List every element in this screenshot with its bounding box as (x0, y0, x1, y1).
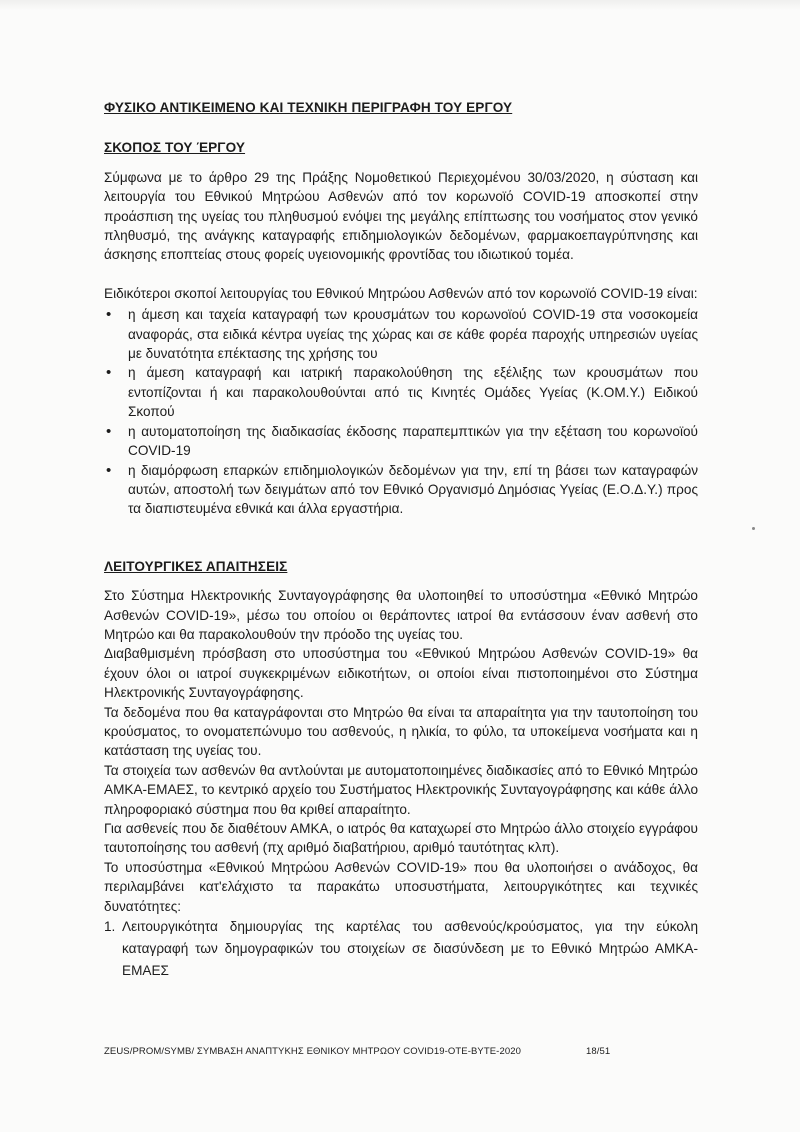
section-functional-requirements (104, 557, 698, 982)
section-project-purpose (104, 138, 698, 518)
section-heading-purpose: ΣΚΟΠΟΣ ΤΟΥ ΈΡΓΟΥ (104, 140, 246, 156)
list-item-number: 1. (104, 919, 116, 935)
footer-reference: ZEUS/PROM/SYMB/ ΣΥΜΒΑΣΗ ΑΝΑΠΤΥΚΗΣ ΕΘΝΙΚΟΥ ΜΗΤΡΩΟΥ COVID19-OTE-BYTE-2020 (104, 1046, 521, 1057)
capabilities-list (104, 916, 698, 982)
requirements-paragraph: Τα δεδομένα που θα καταγράφονται στο Μητρώο θα είναι τα απαραίτητα για την ταυτοποίηση του κρούσματος, το ονοματεπώνυμο του ασθενούς, η ηλικία, το φύλο, τα υποκείμενα νοσήματα και η κατάσταση της υγείας του. (104, 704, 698, 759)
page-number: 18/51 (586, 1046, 611, 1057)
objectives-intro: Ειδικότεροι σκοποί λειτουργίας του Εθνικού Μητρώου Ασθενών από τον κορωνοϊό COVID-19 είναι: (104, 285, 698, 301)
requirements-paragraph: Το υποσύστημα «Εθνικού Μητρώου Ασθενών COVID-19» που θα υλοποιήσει ο ανάδοχος, θα περιλαμβάνει κατ'ελάχιστο τα παρακάτω υποσυστήματα, λειτουργικότητες και τεχνικές δυνατότητες: (104, 859, 698, 914)
scan-top-edge (0, 0, 800, 10)
document-title: ΦΥΣΙΚΟ ΑΝΤΙΚΕΙΜΕΝΟ ΚΑΙ ΤΕΧΝΙΚΗ ΠΕΡΙΓΡΑΦΗ ΤΟΥ ΕΡΓΟΥ (104, 100, 513, 115)
objectives-list (104, 305, 698, 518)
list-item-text: Λειτουργικότητα δημιουργίας της καρτέλας του ασθενούς/κρούσματος, για την εύκολη καταγραφή των δημογραφικών του στοιχείων σε διασύνδεση με το Εθνικό Μητρώο ΑΜΚΑ-ΕΜΑΕΣ (122, 919, 698, 979)
list-item (104, 916, 698, 982)
requirements-paragraph: Τα στοιχεία των ασθενών θα αντλούνται με αυτοματοποιημένες διαδικασίες από το Εθνικό Μητρώο ΑΜΚΑ-ΕΜΑΕΣ, το κεντρικό αρχείο του Συστήματος Ηλεκτρονικής Συνταγογράφησης και κάθε άλλο πληροφοριακό σύστημα που θα κριθεί απαραίτητο. (104, 762, 698, 817)
scan-speck (752, 527, 755, 530)
page-footer (104, 1046, 614, 1057)
requirements-paragraph: Διαβαθμισμένη πρόσβαση στο υποσύστημα του «Εθνικού Μητρώου Ασθενών COVID-19» θα έχουν όλοι οι ιατροί συγκεκριμένων ειδικοτήτων, οι οποίοι είναι πιστοποιημένοι στο Σύστημα Ηλεκτρονικής Συνταγογράφησης. (104, 646, 698, 701)
requirements-paragraph: Για ασθενείς που δε διαθέτουν ΑΜΚΑ, ο ιατρός θα καταχωρεί στο Μητρώο άλλο στοιχείο εγγράφου ταυτοποίησης του ασθενή (πχ αριθμό διαβατήριου, αριθμό ταυτότητας κλπ). (104, 821, 698, 856)
list-item: • η άμεση και ταχεία καταγραφή των κρουσμάτων του κορωνοϊού COVID-19 στα νοσοκομεία αναφοράς, στα ειδικά κέντρα υγείας της χώρας και σε κάθε φορέα παροχής υπηρεσιών υγείας με δυνατότητα επέκτασης της χρήσης του (104, 305, 698, 363)
section-heading-requirements: ΛΕΙΤΟΥΡΓΙΚΕΣ ΑΠΑΙΤΗΣΕΙΣ (104, 558, 288, 574)
list-item: • η διαμόρφωση επαρκών επιδημιολογικών δεδομένων για την, επί τη βάσει των καταγραφών αυτών, αποστολή των δειγμάτων από τον Εθνικό Οργανισμό Δημόσιας Υγείας (Ε.Ο.Δ.Υ.) προς τα διαπιστευμένα εθνικά και άλλα εργαστήρια. (104, 461, 698, 519)
list-item: • η αυτοματοποίηση της διαδικασίας έκδοσης παραπεμπτικών για την εξέταση του κορωνοϊού COVID-19 (104, 422, 698, 461)
document-body (104, 98, 698, 982)
list-item: • η άμεση καταγραφή και ιατρική παρακολούθηση της εξέλιξης των κρουσμάτων που εντοπίζονται ή και παρακολουθούνται από τις Κινητές Ομάδες Υγείας (Κ.ΟΜ.Υ.) Ειδικού Σκοπού (104, 363, 698, 421)
requirements-paragraph: Στο Σύστημα Ηλεκτρονικής Συνταγογράφησης θα υλοποιηθεί το υποσύστημα «Εθνικό Μητρώο Ασθενών COVID-19», μέσω του οποίου οι θεράποντες ιατροί θα εντάσσουν έναν ασθενή στο Μητρώο και θα παρακολουθούν την πρόοδο της υγείας του. (104, 588, 698, 642)
purpose-paragraph: Σύμφωνα με το άρθρο 29 της Πράξης Νομοθετικού Περιεχομένου 30/03/2020, η σύσταση και λειτουργία του Εθνικού Μητρώου Ασθενών από τον κορωνοϊό COVID-19 αποσκοπεί στην προάσπιση της υγείας του πληθυσμού ενόψει της μεγάλης επίπτωσης του νοσήματος στον γενικό πληθυσμό, της ανάγκης καταγραφής επιδημιολογικών δεδομένων, φαρμακοεπαγρύπνησης και άσκησης εποπτείας στους φορείς υγειονομικής φροντίδας του ιδιωτικού τομέα. (104, 169, 698, 263)
